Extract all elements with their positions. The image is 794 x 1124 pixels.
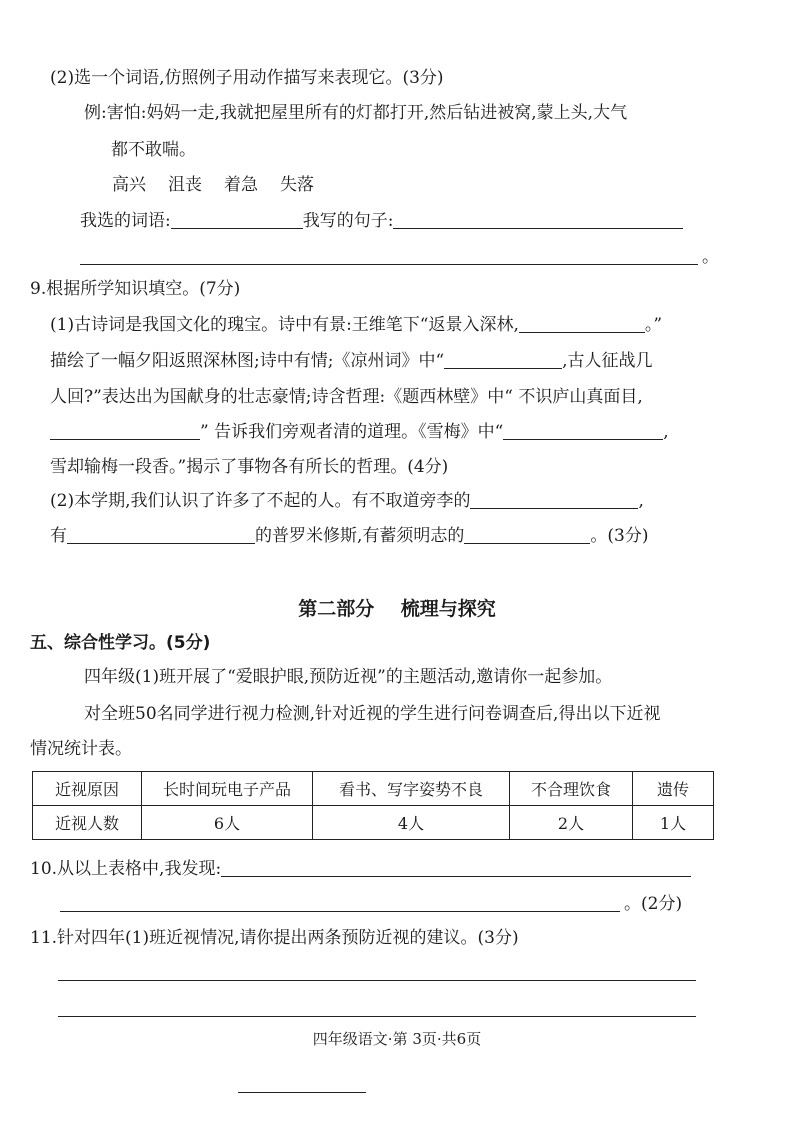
word-option: 着急 xyxy=(224,175,258,195)
sentence-end-mark: 。 xyxy=(702,247,719,267)
q9-1-line5: 雪却输梅一段香。”揭示了事物各有所长的哲理。(4分) xyxy=(50,457,449,477)
person-blank-2[interactable] xyxy=(67,526,255,544)
sentence-label: 我写的句子: xyxy=(302,211,394,231)
q8-2-stem: (2)选一个词语,仿照例子用动作描写来表现它。(3分) xyxy=(50,68,444,88)
q9-1-line2: 描绘了一幅夕阳返照深林图;诗中有情;《凉州词》中“ ,古人征战几 xyxy=(50,351,653,371)
table-row xyxy=(33,806,714,840)
q9-2-line2: 有 的普罗米修斯,有蓄须明志的 。(3分) xyxy=(50,526,649,546)
table-header-cell: 看书、写字姿势不良 xyxy=(313,772,510,806)
table-cell: 2人 xyxy=(510,806,633,840)
q8-2-word-options xyxy=(112,174,314,196)
table-cell: 6人 xyxy=(142,806,313,840)
q8-2-example-line2: 都不敢喘。 xyxy=(111,140,196,160)
word-option: 高兴 xyxy=(112,175,146,195)
q11-answer-line-1[interactable] xyxy=(58,980,696,981)
q11-answer-line-2[interactable] xyxy=(58,1016,696,1017)
q9-1-line4: ” 告诉我们旁观者清的道理。《雪梅》中“ , xyxy=(50,421,669,443)
table-header-cell: 不合理饮食 xyxy=(510,772,633,806)
person-blank-1[interactable] xyxy=(470,491,638,509)
q10-answer-blank[interactable] xyxy=(221,859,691,877)
sentence-continuation-line[interactable] xyxy=(80,264,698,265)
q8-2-answer-line xyxy=(80,210,683,232)
poem-blank-3[interactable] xyxy=(50,422,200,440)
section5-desc-line2: 情况统计表。 xyxy=(30,739,132,759)
q9-2-line1: (2)本学期,我们认识了许多了不起的人。有不取道旁李的 , xyxy=(50,491,644,511)
table-cell: 1人 xyxy=(633,806,714,840)
person-blank-3[interactable] xyxy=(464,526,590,544)
table-header-cell: 近视原因 xyxy=(33,772,142,806)
section5-desc-line1: 对全班50名同学进行视力检测,针对近视的学生进行问卷调查后,得出以下近视 xyxy=(84,704,661,724)
q10-stem: 10.从以上表格中,我发现: xyxy=(30,859,222,879)
section5-intro: 四年级(1)班开展了“爱眼护眼,预防近视”的主题活动,邀请你一起参加。 xyxy=(84,667,613,687)
table-cell: 4人 xyxy=(313,806,510,840)
q9-1-line1: (1)古诗词是我国文化的瑰宝。诗中有景:王维笔下“返景入深林, 。” xyxy=(50,315,663,335)
word-option: 沮丧 xyxy=(168,175,202,195)
poem-blank-4[interactable] xyxy=(503,422,663,440)
part2-title: 第二部分 梳理与探究 xyxy=(298,598,496,620)
sentence-blank[interactable] xyxy=(393,211,683,229)
chosen-word-label: 我选的词语: xyxy=(80,211,171,231)
table-header-cell: 长时间玩电子产品 xyxy=(142,772,313,806)
chosen-word-blank[interactable] xyxy=(171,211,303,229)
word-option: 失落 xyxy=(280,175,314,195)
q10-line xyxy=(30,858,691,880)
q11-stem: 11.针对四年(1)班近视情况,请你提出两条预防近视的建议。(3分) xyxy=(30,928,519,948)
myopia-stat-table xyxy=(32,771,714,840)
table-header-row xyxy=(33,772,714,806)
poem-blank-1[interactable] xyxy=(519,315,645,333)
table-cell: 近视人数 xyxy=(33,806,142,840)
q10-continuation-line[interactable] xyxy=(60,911,620,912)
poem-blank-2[interactable] xyxy=(444,351,562,369)
table-header-cell: 遗传 xyxy=(633,772,714,806)
q10-tail: 。(2分) xyxy=(624,894,683,914)
q8-2-example-line1: 例:害怕:妈妈一走,我就把屋里所有的灯都打开,然后钻进被窝,蒙上头,大气 xyxy=(84,103,628,123)
q9-1-line3: 人回?”表达出为国献身的壮志豪情;诗含哲理:《题西林壁》中“ 不识庐山真面目, xyxy=(50,387,643,407)
footer-divider xyxy=(238,1092,366,1093)
q9-title: 9.根据所学知识填空。(7分) xyxy=(30,279,241,299)
section5-title: 五、综合性学习。(5分) xyxy=(30,633,211,653)
page-footer: 四年级语文·第 3页·共6页 xyxy=(312,1030,482,1048)
